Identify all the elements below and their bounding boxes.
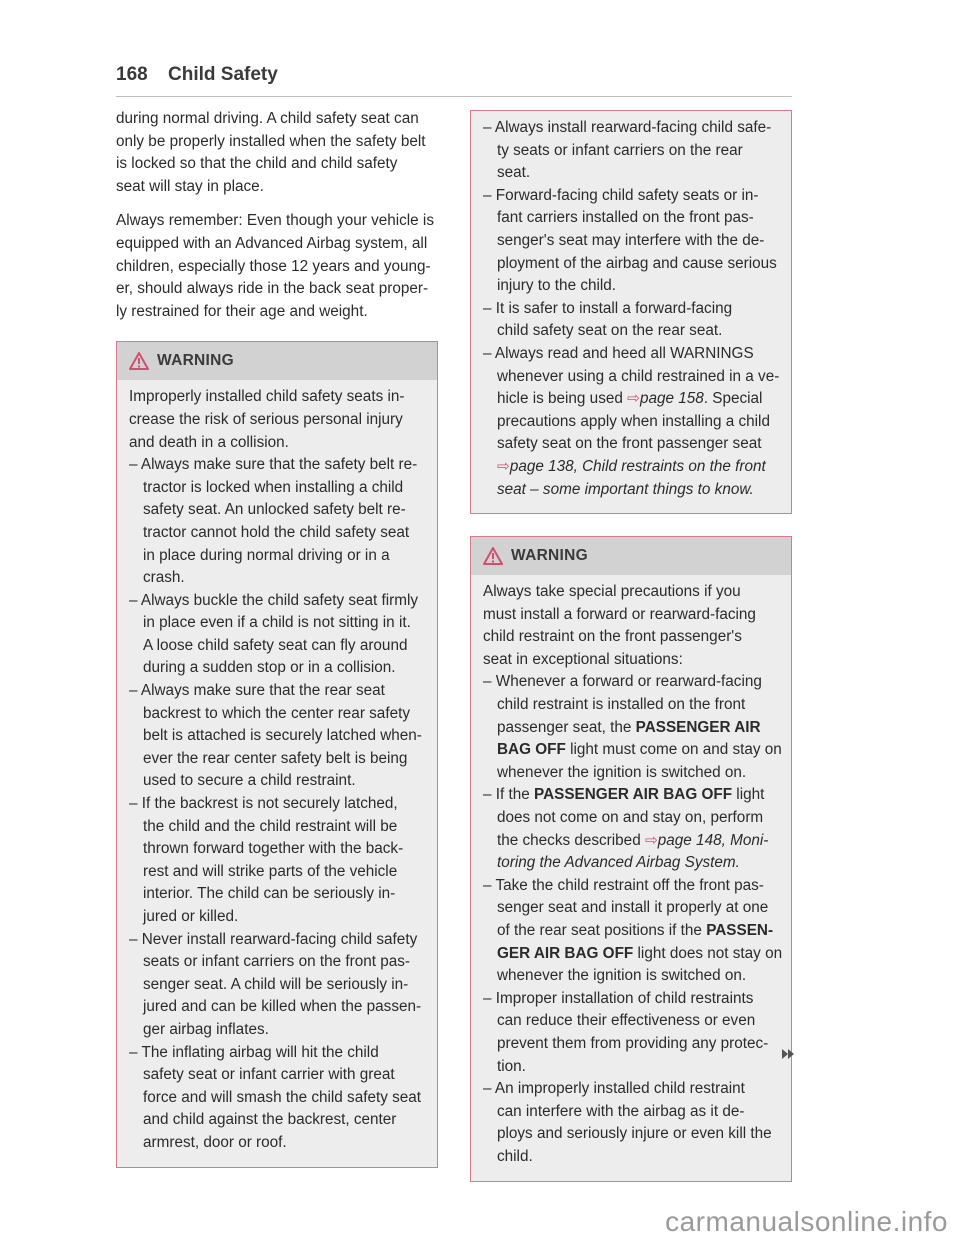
text-line: whenever the ignition is switched on. xyxy=(497,763,747,781)
section-title: Child Safety xyxy=(168,64,278,85)
text-line: Improperly installed child safety seats in- xyxy=(129,388,405,406)
text-line: equipped with an Advanced Airbag system, all xyxy=(116,234,428,252)
text-line: er, should always ride in the back seat proper- xyxy=(116,280,429,298)
text-line xyxy=(483,784,781,807)
text-line: thrown forward together with the back- xyxy=(143,840,404,858)
text-line: does not come on and stay on, perform xyxy=(497,809,764,827)
warning-body xyxy=(471,575,791,1180)
text-line: ty seats or infant carriers on the rear xyxy=(497,141,743,159)
text-line: seats or infant carriers on the front pas- xyxy=(143,953,410,971)
ref-arrow-icon: ⇨ xyxy=(627,390,640,408)
line-text: light does not stay on xyxy=(633,944,783,962)
text-line: in place during normal driving or in a xyxy=(143,546,390,564)
text-line: crash. xyxy=(143,569,185,587)
right-column xyxy=(470,110,792,1182)
page-reference-link[interactable]: page 158 xyxy=(639,390,704,408)
warning-tail-lines xyxy=(483,965,781,1168)
text-line: tractor cannot hold the child safety seat xyxy=(143,523,410,541)
warning-header xyxy=(471,537,791,575)
text-line: during a sudden stop or in a collision. xyxy=(143,659,396,677)
left-column xyxy=(116,108,438,1168)
text-line: armrest, door or roof. xyxy=(143,1133,287,1151)
text-line: crease the risk of serious personal injury xyxy=(129,410,403,428)
text-line: – Always make sure that the rear seat xyxy=(129,682,385,700)
text-line: seat will stay in place. xyxy=(116,177,264,195)
line-text: . Special xyxy=(703,390,763,408)
text-line: fant carriers installed on the front pas- xyxy=(497,209,754,227)
warning-box-2 xyxy=(470,536,792,1181)
line-text: light must come on and stay on xyxy=(565,741,782,759)
text-line: safety seat or infant carrier with great xyxy=(143,1066,395,1084)
text-line: child restraint on the front passenger's xyxy=(483,628,742,646)
text-line: Always remember: Even though your vehicle is xyxy=(116,212,434,230)
page-reference-link[interactable]: page 138, Child restraints on the front xyxy=(509,457,766,475)
text-line: senger's seat may interfere with the de- xyxy=(497,231,765,249)
text-line: – If the backrest is not securely latched, xyxy=(129,795,398,813)
text-line: – Improper installation of child restraints xyxy=(483,989,754,1007)
text-line: jured and can be killed when the passen- xyxy=(143,998,422,1016)
text-line: precautions apply when installing a child xyxy=(497,412,770,430)
text-line xyxy=(483,920,781,943)
text-line: – Never install rearward-facing child safety xyxy=(129,930,418,948)
page-reference-link[interactable]: seat – some important things to know. xyxy=(497,480,754,498)
warning-continued-box xyxy=(470,110,792,514)
watermark: carmanualsonline.info xyxy=(665,1206,948,1237)
bold-text: PASSEN- xyxy=(706,922,774,939)
text-line: only be properly installed when the safety belt xyxy=(116,132,426,150)
warning-triangle-icon xyxy=(129,352,149,370)
text-line: safety seat on the front passenger seat xyxy=(497,435,762,453)
continue-arrow-icon xyxy=(782,1048,794,1060)
bold-text: GER AIR BAG OFF xyxy=(497,944,634,962)
text-line: – It is safer to install a forward-facing xyxy=(483,299,733,317)
page-reference-link[interactable]: page 148, Moni- xyxy=(657,831,769,849)
text-line: belt is attached is securely latched when- xyxy=(143,727,422,745)
ref-arrow-icon: ⇨ xyxy=(497,457,510,475)
text-line: – Always make sure that the safety belt re- xyxy=(129,456,418,474)
warning-box-1 xyxy=(116,341,438,1167)
text-line: during normal driving. A child safety seat can xyxy=(116,110,419,127)
text-line: children, especially those 12 years and young- xyxy=(116,257,431,275)
text-line xyxy=(483,830,781,853)
line-text: hicle is being used xyxy=(497,390,623,408)
text-line: ploys and seriously injure or even kill the xyxy=(497,1125,772,1143)
text-line: child. xyxy=(497,1147,533,1165)
text-line: seat in exceptional situations: xyxy=(483,650,683,668)
text-line: tractor is locked when installing a child xyxy=(143,478,404,496)
intro-paragraph-1 xyxy=(116,108,438,198)
warning-triangle-icon xyxy=(483,547,503,565)
text-line: the child and the child restraint will be xyxy=(143,817,398,835)
text-line: jured or killed. xyxy=(143,908,239,925)
text-line: interior. The child can be seriously in- xyxy=(143,885,396,903)
text-line: ployment of the airbag and cause serious xyxy=(497,254,777,272)
line-text: of the rear seat positions if the xyxy=(497,922,707,939)
text-line: A loose child safety seat can fly around xyxy=(143,636,408,654)
text-line: – The inflating airbag will hit the child xyxy=(129,1043,379,1061)
line-text: the checks described xyxy=(497,831,645,849)
line-text: – If the xyxy=(483,786,535,804)
bold-text: PASSENGER AIR xyxy=(635,718,761,736)
warning-title: WARNING xyxy=(157,352,235,370)
text-line: Always take special precautions if you xyxy=(483,583,741,601)
bold-text: BAG OFF xyxy=(497,741,566,759)
text-line: safety seat. An unlocked safety belt re- xyxy=(143,501,406,519)
text-line: ger airbag inflates. xyxy=(143,1020,269,1038)
line-text: light xyxy=(732,786,765,804)
text-line: child restraint is installed on the front xyxy=(497,696,746,714)
text-line: whenever using a child restrained in a ve- xyxy=(497,367,780,385)
text-line: senger seat. A child will be seriously in- xyxy=(143,975,409,993)
text-line: injury to the child. xyxy=(497,277,617,295)
warning-title: WARNING xyxy=(511,546,589,564)
text-line: ly restrained for their age and weight. xyxy=(116,302,368,320)
page-number: 168 xyxy=(116,64,148,85)
text-line xyxy=(483,388,781,411)
text-line: can interfere with the airbag as it de- xyxy=(497,1102,745,1120)
text-line: ever the rear center safety belt is being xyxy=(143,749,408,767)
text-line: and child against the backrest, center xyxy=(143,1111,397,1129)
text-line: – Always buckle the child safety seat firmly xyxy=(129,591,419,609)
text-line: backrest to which the center rear safety xyxy=(143,704,410,722)
text-line xyxy=(483,456,781,479)
text-line: senger seat and install it properly at one xyxy=(497,899,769,917)
text-line: in place even if a child is not sitting in it. xyxy=(143,614,411,632)
text-line: – Forward-facing child safety seats or in- xyxy=(483,186,759,204)
intro-paragraph-2 xyxy=(116,210,438,323)
text-line xyxy=(483,943,781,966)
text-line: child safety seat on the rear seat. xyxy=(497,322,723,340)
warning-body xyxy=(117,380,437,1166)
text-line: and death in a collision. xyxy=(129,433,289,451)
ref-arrow-icon: ⇨ xyxy=(644,831,658,849)
text-line xyxy=(483,717,781,740)
text-line: seat. xyxy=(497,164,531,182)
warning-header xyxy=(117,342,437,380)
text-line: – Always read and heed all WARNINGS xyxy=(483,344,754,362)
text-line: must install a forward or rearward-facing xyxy=(483,605,756,623)
text-line: used to secure a child restraint. xyxy=(143,772,356,790)
text-line: tion. xyxy=(497,1057,526,1075)
text-line: force and will smash the child safety seat xyxy=(143,1088,422,1106)
text-line: rest and will strike parts of the vehicle xyxy=(143,862,398,880)
warning-lines xyxy=(483,581,781,717)
text-line: – Whenever a forward or rearward-facing xyxy=(483,673,762,691)
page-header xyxy=(116,60,792,97)
page-reference-link[interactable]: toring the Advanced Airbag System. xyxy=(497,854,740,872)
line-text: passenger seat, the xyxy=(497,718,636,736)
text-line: whenever the ignition is switched on. xyxy=(497,967,747,985)
text-line xyxy=(483,739,781,762)
text-line: can reduce their effectiveness or even xyxy=(497,1012,756,1030)
text-line: – An improperly installed child restraint xyxy=(483,1080,745,1098)
bold-text: PASSENGER AIR BAG OFF xyxy=(534,786,733,804)
text-line: – Take the child restraint off the front pas- xyxy=(483,876,764,894)
text-line: – Always install rearward-facing child safe- xyxy=(483,119,772,136)
continued-lines xyxy=(483,117,781,388)
text-line: prevent them from providing any protec- xyxy=(497,1034,769,1052)
text-line: is locked so that the child and child safety xyxy=(116,155,398,173)
